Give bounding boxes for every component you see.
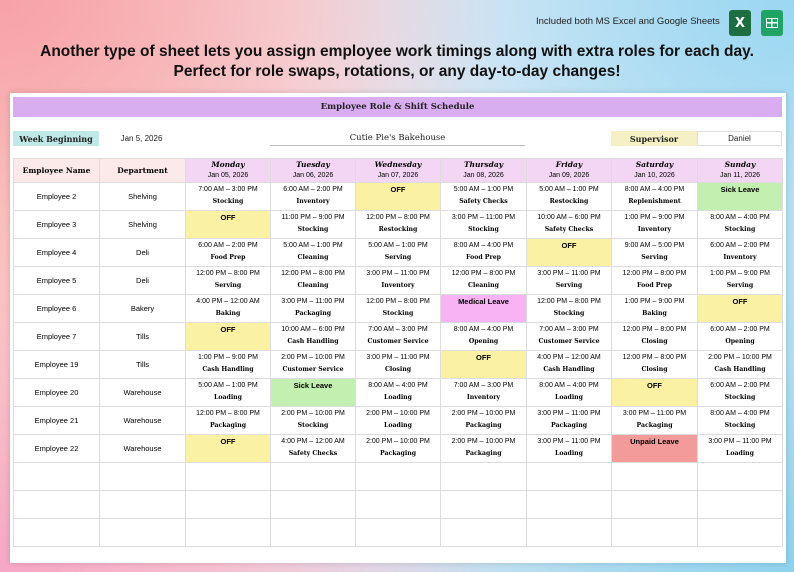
shift-cell[interactable] <box>527 267 612 295</box>
headline <box>0 42 794 82</box>
employee-name-cell[interactable]: Employee 2 <box>14 183 100 211</box>
shift-cell[interactable] <box>612 267 698 295</box>
shift-role: Cash Handling <box>543 366 595 373</box>
empty-cell[interactable] <box>527 463 612 491</box>
shift-role: Food Prep <box>210 254 246 261</box>
shift-role: Safety Checks <box>459 198 508 205</box>
shift-time: 2:00 PM – 10:00 PM <box>281 410 345 417</box>
empty-row <box>14 519 783 547</box>
shift-cell[interactable] <box>186 295 271 323</box>
status-label: Sick Leave <box>720 185 760 194</box>
shift-cell[interactable] <box>186 239 271 267</box>
table-row <box>14 379 783 407</box>
department-cell[interactable]: Bakery <box>100 295 186 323</box>
shift-role: Safety Checks <box>544 226 594 233</box>
empty-cell[interactable] <box>527 491 612 519</box>
shift-time: 10:00 AM – 6:00 PM <box>281 326 345 333</box>
shift-role: Inventory <box>296 198 330 205</box>
empty-cell[interactable] <box>271 463 356 491</box>
shift-role: Cleaning <box>468 282 499 289</box>
status-cell[interactable] <box>698 295 783 323</box>
shift-time: 2:00 PM – 10:00 PM <box>366 438 430 445</box>
shift-cell[interactable] <box>612 351 698 379</box>
compatibility-note: Included both MS Excel and Google Sheets <box>536 16 720 27</box>
status-cell[interactable] <box>612 379 698 407</box>
department-cell[interactable]: Deli <box>100 267 186 295</box>
shift-role: Packaging <box>550 422 588 429</box>
shift-role: Packaging <box>209 422 247 429</box>
shift-role: Serving <box>726 282 754 289</box>
empty-cell[interactable] <box>356 519 441 547</box>
employee-name-cell[interactable]: Employee 6 <box>14 295 100 323</box>
shift-role: Cash Handling <box>714 366 766 373</box>
empty-cell[interactable] <box>698 519 783 547</box>
employee-name-cell[interactable]: Employee 21 <box>14 407 100 435</box>
shift-role: Food Prep <box>466 254 501 261</box>
department-cell[interactable]: Warehouse <box>100 379 186 407</box>
shift-role: Inventory <box>381 282 415 289</box>
shift-cell[interactable] <box>527 323 612 351</box>
employee-name-cell[interactable]: Employee 7 <box>14 323 100 351</box>
empty-cell[interactable] <box>14 519 100 547</box>
shift-cell[interactable] <box>527 379 612 407</box>
empty-cell[interactable] <box>612 519 698 547</box>
shift-role: Serving <box>555 282 583 289</box>
shift-cell[interactable] <box>441 435 527 463</box>
table-row <box>14 239 783 267</box>
shift-time: 3:00 PM – 11:00 PM <box>366 354 430 361</box>
shift-cell[interactable] <box>698 379 783 407</box>
empty-cell[interactable] <box>612 491 698 519</box>
shift-time: 3:00 PM – 11:00 PM <box>281 298 345 305</box>
shift-role: Closing <box>641 366 668 373</box>
status-cell[interactable] <box>186 323 271 351</box>
day-name: Monday <box>211 160 245 169</box>
spreadsheet <box>10 93 786 563</box>
employee-name-header: Employee Name <box>14 159 100 183</box>
shift-cell[interactable] <box>527 407 612 435</box>
shift-role: Restocking <box>378 226 418 233</box>
empty-cell[interactable] <box>612 463 698 491</box>
shift-cell[interactable] <box>612 323 698 351</box>
shift-cell[interactable] <box>527 183 612 211</box>
department-header: Department <box>100 159 186 183</box>
shift-time: 5:00 AM – 1:00 PM <box>283 242 343 249</box>
shift-role: Opening <box>725 338 755 345</box>
status-cell[interactable] <box>186 211 271 239</box>
shift-role: Stocking <box>297 226 329 233</box>
shift-cell[interactable] <box>527 435 612 463</box>
shift-time: 4:00 PM – 12:00 AM <box>537 354 601 361</box>
shift-time: 9:00 AM – 5:00 PM <box>624 242 685 249</box>
shift-role: Stocking <box>297 422 329 429</box>
status-label: OFF <box>476 353 491 362</box>
shift-time: 6:00 AM – 2:00 PM <box>710 382 770 389</box>
shift-time: 4:00 PM – 12:00 AM <box>196 298 260 305</box>
shift-time: 11:00 PM – 9:00 PM <box>281 214 345 221</box>
shift-role: Food Prep <box>637 282 672 289</box>
shift-cell[interactable] <box>527 211 612 239</box>
shift-role: Inventory <box>466 394 501 401</box>
shift-role: Packaging <box>379 450 417 457</box>
empty-cell[interactable] <box>100 463 186 491</box>
shift-cell[interactable] <box>186 267 271 295</box>
shift-time: 1:00 PM – 9:00 PM <box>710 270 770 277</box>
employee-name-cell[interactable]: Employee 22 <box>14 435 100 463</box>
shift-time: 5:00 AM – 1:00 PM <box>539 186 599 193</box>
shift-cell[interactable] <box>612 183 698 211</box>
shift-time: 3:00 PM – 11:00 PM <box>708 438 772 445</box>
shift-cell[interactable] <box>186 379 271 407</box>
headline-line-2: Perfect for role swaps, rotations, or any day-to-day changes! <box>173 63 621 80</box>
department-cell[interactable]: Tills <box>100 323 186 351</box>
table-row <box>14 323 783 351</box>
shift-cell[interactable] <box>356 295 441 323</box>
empty-cell[interactable] <box>186 519 271 547</box>
status-label: Medical Leave <box>458 297 509 306</box>
store-name[interactable]: Cutie Pie's Bakehouse <box>270 131 525 146</box>
shift-cell[interactable] <box>612 211 698 239</box>
shift-time: 12:00 PM – 8:00 PM <box>622 354 687 361</box>
day-date: Jan 05, 2026 <box>207 172 249 179</box>
shift-cell[interactable] <box>698 239 783 267</box>
status-cell[interactable] <box>612 435 698 463</box>
shift-cell[interactable] <box>698 435 783 463</box>
shift-time: 12:00 PM – 8:00 PM <box>622 326 687 333</box>
shift-role: Loading <box>555 394 583 401</box>
empty-row <box>14 491 783 519</box>
table-row <box>14 183 783 211</box>
shift-role: Cleaning <box>297 282 329 289</box>
shift-cell[interactable] <box>441 239 527 267</box>
shift-role: Loading <box>384 422 412 429</box>
shift-time: 2:00 PM – 10:00 PM <box>708 354 772 361</box>
shift-time: 12:00 PM – 8:00 PM <box>451 270 516 277</box>
department-cell[interactable]: Warehouse <box>100 435 186 463</box>
shift-role: Stocking <box>468 226 499 233</box>
shift-role: Stocking <box>553 310 585 317</box>
shift-role: Safety Checks <box>288 450 338 457</box>
shift-time: 3:00 PM – 11:00 PM <box>622 410 687 417</box>
day-date: Jan 10, 2026 <box>634 172 675 179</box>
department-cell[interactable]: Tills <box>100 351 186 379</box>
shift-time: 8:00 AM – 4:00 PM <box>710 410 770 417</box>
shift-time: 8:00 AM – 4:00 PM <box>710 214 770 221</box>
schedule-body <box>14 183 783 547</box>
table-row <box>14 407 783 435</box>
empty-cell[interactable] <box>271 519 356 547</box>
shift-role: Replenishment <box>628 198 681 205</box>
shift-role: Closing <box>641 338 668 345</box>
shift-cell[interactable] <box>612 239 698 267</box>
shift-role: Stocking <box>212 198 244 205</box>
shift-time: 3:00 PM – 11:00 PM <box>537 270 601 277</box>
shift-role: Stocking <box>724 422 756 429</box>
shift-time: 12:00 PM – 8:00 PM <box>366 214 430 221</box>
shift-time: 3:00 PM – 11:00 PM <box>537 410 601 417</box>
shift-role: Loading <box>384 394 412 401</box>
shift-cell[interactable] <box>356 323 441 351</box>
status-cell[interactable] <box>527 239 612 267</box>
status-label: OFF <box>390 185 406 194</box>
shift-time: 8:00 AM – 4:00 PM <box>453 242 514 249</box>
shift-time: 1:00 PM – 9:00 PM <box>624 214 685 221</box>
shift-time: 6:00 AM – 2:00 PM <box>283 186 343 193</box>
shift-time: 3:00 PM – 11:00 PM <box>451 214 516 221</box>
shift-role: Stocking <box>382 310 414 317</box>
shift-role: Closing <box>384 366 412 373</box>
day-date: Jan 08, 2026 <box>463 172 504 179</box>
excel-icon <box>729 10 751 36</box>
shift-cell[interactable] <box>441 211 527 239</box>
schedule-title: Employee Role & Shift Schedule <box>13 97 782 117</box>
empty-cell[interactable] <box>186 491 271 519</box>
status-label: Unpaid Leave <box>630 437 679 446</box>
shift-role: Packaging <box>294 310 332 317</box>
day-name: Thursday <box>463 160 504 169</box>
shift-cell[interactable] <box>441 379 527 407</box>
shift-cell[interactable] <box>271 435 356 463</box>
week-beginning-value[interactable]: Jan 5, 2026 <box>120 134 163 143</box>
shift-role: Cash Handling <box>287 338 339 345</box>
shift-time: 5:00 AM – 1:00 PM <box>198 382 258 389</box>
shift-cell[interactable] <box>441 323 527 351</box>
shift-cell[interactable] <box>356 379 441 407</box>
empty-cell[interactable] <box>527 519 612 547</box>
shift-role: Inventory <box>723 254 757 261</box>
shift-cell[interactable] <box>271 351 356 379</box>
shift-time: 5:00 AM – 1:00 PM <box>368 242 428 249</box>
shift-cell[interactable] <box>186 183 271 211</box>
status-label: Sick Leave <box>293 381 333 390</box>
shift-cell[interactable] <box>271 267 356 295</box>
day-header <box>186 159 271 183</box>
shift-cell[interactable] <box>612 407 698 435</box>
shift-role: Packaging <box>465 450 502 457</box>
shift-cell[interactable] <box>698 267 783 295</box>
shift-time: 12:00 PM – 8:00 PM <box>366 298 430 305</box>
shift-role: Serving <box>384 254 412 261</box>
shift-cell[interactable] <box>271 407 356 435</box>
shift-cell[interactable] <box>698 351 783 379</box>
shift-role: Opening <box>468 338 499 345</box>
empty-cell[interactable] <box>186 463 271 491</box>
day-header <box>612 159 698 183</box>
shift-role: Stocking <box>724 394 756 401</box>
shift-role: Loading <box>555 450 583 457</box>
empty-cell[interactable] <box>441 519 527 547</box>
empty-cell[interactable] <box>441 463 527 491</box>
status-cell[interactable] <box>698 183 783 211</box>
table-row <box>14 351 783 379</box>
empty-cell[interactable] <box>698 463 783 491</box>
empty-cell[interactable] <box>100 491 186 519</box>
status-cell[interactable] <box>441 351 527 379</box>
status-label: OFF <box>732 297 748 306</box>
shift-cell[interactable] <box>612 295 698 323</box>
shift-cell[interactable] <box>356 435 441 463</box>
shift-role: Baking <box>642 310 667 317</box>
shift-cell[interactable] <box>698 211 783 239</box>
shift-time: 12:00 PM – 8:00 PM <box>196 410 260 417</box>
shift-cell[interactable] <box>356 407 441 435</box>
week-beginning-label: Week Beginning <box>13 131 99 146</box>
day-name: Sunday <box>724 160 756 169</box>
shift-time: 3:00 PM – 11:00 PM <box>366 270 430 277</box>
table-header-row <box>14 159 783 183</box>
supervisor-value[interactable]: Daniel <box>697 131 782 146</box>
shift-role: Loading <box>726 450 754 457</box>
status-label: OFF <box>647 381 662 390</box>
day-name: Wednesday <box>374 160 422 169</box>
department-cell[interactable]: Shelving <box>100 211 186 239</box>
table-row <box>14 295 783 323</box>
shift-cell[interactable] <box>186 351 271 379</box>
shift-role: Stocking <box>724 226 756 233</box>
shift-time: 7:00 AM – 3:00 PM <box>453 382 514 389</box>
empty-cell[interactable] <box>100 519 186 547</box>
google-sheets-icon <box>761 10 783 36</box>
shift-cell[interactable] <box>356 267 441 295</box>
department-cell[interactable]: Shelving <box>100 183 186 211</box>
day-header <box>356 159 441 183</box>
shift-cell[interactable] <box>698 323 783 351</box>
empty-cell[interactable] <box>356 463 441 491</box>
day-date: Jan 06, 2026 <box>292 172 334 179</box>
status-label: OFF <box>220 213 236 222</box>
day-name: Saturday <box>635 160 674 169</box>
status-label: OFF <box>220 437 236 446</box>
day-header <box>698 159 783 183</box>
shift-time: 10:00 AM – 6:00 PM <box>537 214 601 221</box>
shift-time: 6:00 AM – 2:00 PM <box>710 242 770 249</box>
shift-role: Packaging <box>636 422 673 429</box>
shift-time: 8:00 AM – 4:00 PM <box>624 186 685 193</box>
shift-time: 2:00 PM – 10:00 PM <box>366 410 430 417</box>
empty-cell[interactable] <box>698 491 783 519</box>
shift-role: Loading <box>214 394 242 401</box>
shift-time: 3:00 PM – 11:00 PM <box>537 438 601 445</box>
shift-time: 12:00 PM – 8:00 PM <box>281 270 345 277</box>
day-header <box>441 159 527 183</box>
shift-time: 2:00 PM – 10:00 PM <box>281 354 345 361</box>
employee-name-cell[interactable]: Employee 5 <box>14 267 100 295</box>
shift-cell[interactable] <box>356 351 441 379</box>
shift-time: 1:00 PM – 9:00 PM <box>198 354 258 361</box>
empty-cell[interactable] <box>356 491 441 519</box>
day-header <box>527 159 612 183</box>
shift-role: Inventory <box>637 226 672 233</box>
shift-time: 6:00 AM – 2:00 PM <box>198 242 258 249</box>
table-row <box>14 211 783 239</box>
excel-icon-glyph: X <box>734 15 746 31</box>
shift-cell[interactable] <box>186 407 271 435</box>
day-date: Jan 07, 2026 <box>377 172 419 179</box>
schedule-table <box>13 158 783 547</box>
shift-cell[interactable] <box>356 239 441 267</box>
shift-time: 5:00 AM – 1:00 PM <box>453 186 514 193</box>
employee-name-cell[interactable]: Employee 19 <box>14 351 100 379</box>
shift-cell[interactable] <box>441 407 527 435</box>
shift-role: Serving <box>214 282 242 289</box>
shift-time: 12:00 PM – 8:00 PM <box>622 270 687 277</box>
shift-cell[interactable] <box>271 183 356 211</box>
employee-name-cell[interactable]: Employee 4 <box>14 239 100 267</box>
shift-time: 8:00 AM – 4:00 PM <box>453 326 514 333</box>
shift-cell[interactable] <box>271 323 356 351</box>
shift-cell[interactable] <box>271 211 356 239</box>
status-cell[interactable] <box>441 295 527 323</box>
shift-time: 1:00 PM – 9:00 PM <box>624 298 685 305</box>
shift-cell[interactable] <box>441 267 527 295</box>
shift-cell[interactable] <box>271 239 356 267</box>
table-row <box>14 435 783 463</box>
department-cell[interactable]: Warehouse <box>100 407 186 435</box>
empty-cell[interactable] <box>14 491 100 519</box>
day-header <box>271 159 356 183</box>
empty-row <box>14 463 783 491</box>
shift-time: 4:00 PM – 12:00 AM <box>281 438 345 445</box>
supervisor-label: Supervisor <box>611 131 697 146</box>
shift-role: Cash Handling <box>202 366 254 373</box>
shift-role: Customer Service <box>367 338 429 345</box>
shift-time: 7:00 AM – 3:00 PM <box>368 326 428 333</box>
table-row <box>14 267 783 295</box>
shift-cell[interactable] <box>527 295 612 323</box>
empty-cell[interactable] <box>441 491 527 519</box>
department-cell[interactable]: Deli <box>100 239 186 267</box>
day-name: Friday <box>555 160 583 169</box>
status-cell[interactable] <box>356 183 441 211</box>
shift-role: Packaging <box>465 422 502 429</box>
status-cell[interactable] <box>186 435 271 463</box>
empty-cell[interactable] <box>14 463 100 491</box>
employee-name-cell[interactable]: Employee 20 <box>14 379 100 407</box>
employee-name-cell[interactable]: Employee 3 <box>14 211 100 239</box>
shift-time: 8:00 AM – 4:00 PM <box>368 382 428 389</box>
shift-role: Serving <box>641 254 668 261</box>
headline-line-1: Another type of sheet lets you assign employee work timings along with extra roles for each day. <box>40 43 754 60</box>
shift-time: 6:00 AM – 2:00 PM <box>710 326 770 333</box>
shift-time: 2:00 PM – 10:00 PM <box>451 438 516 445</box>
shift-time: 8:00 AM – 4:00 PM <box>539 382 599 389</box>
status-cell[interactable] <box>271 379 356 407</box>
shift-role: Restocking <box>549 198 589 205</box>
status-label: OFF <box>561 241 577 250</box>
shift-cell[interactable] <box>271 295 356 323</box>
day-date: Jan 11, 2026 <box>720 172 760 179</box>
shift-cell[interactable] <box>527 351 612 379</box>
shift-role: Baking <box>215 310 241 317</box>
shift-time: 12:00 PM – 8:00 PM <box>537 298 601 305</box>
shift-cell[interactable] <box>356 211 441 239</box>
shift-role: Customer Service <box>282 366 344 373</box>
day-date: Jan 09, 2026 <box>548 172 590 179</box>
status-label: OFF <box>220 325 236 334</box>
shift-time: 2:00 PM – 10:00 PM <box>451 410 516 417</box>
shift-time: 7:00 AM – 3:00 PM <box>539 326 599 333</box>
empty-cell[interactable] <box>271 491 356 519</box>
shift-time: 7:00 AM – 3:00 PM <box>198 186 258 193</box>
shift-time: 12:00 PM – 8:00 PM <box>196 270 260 277</box>
shift-role: Customer Service <box>538 338 600 345</box>
shift-role: Cleaning <box>297 254 329 261</box>
shift-cell[interactable] <box>698 407 783 435</box>
shift-cell[interactable] <box>441 183 527 211</box>
day-name: Tuesday <box>296 160 330 169</box>
